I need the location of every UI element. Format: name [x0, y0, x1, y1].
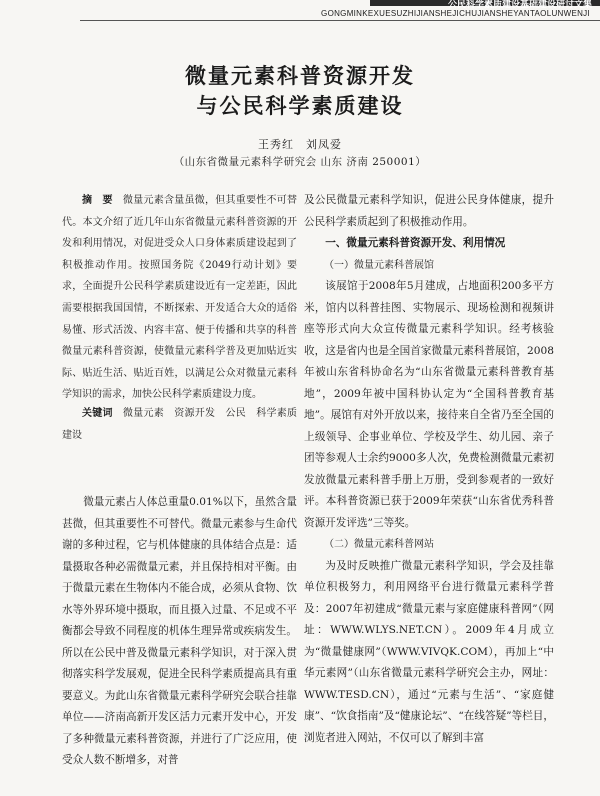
keywords-label: 关键词 — [82, 408, 113, 419]
section1-sub1-text: 该展馆于2008年5月建成，占地面积200多平方米，馆内以科普挂图、实物展示、现场检测和视频讲座等形式向大众宣传微量元素科学知识。经考核验收，这是省内也是全国首家微量元素科普展馆，2008年被山东省科协命名为“山东省微量元素科普教育基地”，2009年被中国科协认定为“全国科普教育基地”。展馆有对外开放以来，接待来自全省乃至全国的上级领导、企事业单位、学校及学生、幼儿园、亲子团等参观人士余约9000多人次，免费检测微量元素初发放微量元素科普手册上万册，受到参观者的一致好评。本科普资源已获于2009年荣获“山东省优秀科普资源开发评选”三等奖。 — [304, 280, 554, 529]
body-paragraph-1: 微量元素占人体总重量0.01%以下，虽然含量甚微，但其重要性不可替代。微量元素参与生命代谢的多种过程，它与机体健康的具体结合点是：适量摄取各种必需微量元素，并且保持相对平衡。由于微量元素在生物体内不能合成，必须从食物、饮水等外界环境中摄取，而且摄入过量、不足或不平衡都会导致不同程度的机体生理异常或疾病发生。所以在公民中普及微量元素科学知识，对于深入贯彻落实科学发展观，促进全民科学素质提高具有重要意义。为此山东省微量元素科学研究会联合挂靠单位——济南高新开发区活力元素开发中心，开发了多种微量元素科普资源，并进行了广泛应用，使受众人数不断增多，对普 — [62, 496, 297, 766]
section1-sub2-heading: （二）微量元素科普网站 — [324, 539, 434, 550]
abstract — [62, 190, 297, 406]
keywords-text: 微量元素 资源开发 公民 科学素质 建设 — [62, 408, 307, 441]
paper-title-line2: 与公民科学素质建设 — [196, 93, 404, 118]
section1-heading: 一、微量元素科普资源开发、利用情况 — [325, 237, 506, 249]
journal-title-cn: 公民科学素质建设基础建设研讨文集 — [447, 0, 592, 10]
affiliation: （山东省微量元素科学研究会 山东 济南 250001） — [173, 156, 427, 168]
section1-sub2-text: 为及时反映推广微量元素科学知识，学会及挂靠单位积极努力，利用网络平台进行微量元素科学普及：2007年初建成“微量元素与家庭健康科普网”（网址：WWW.WLYS.NET.CN）。2009年4月成立为“微量健康网”（WWW.VIVQK.COM），再加上“中华元素网”（山东省微量元素科学研究会主办，网址：WWW.TESD.CN），通过“元素与生活”、“家庭健康”、“饮食指南”及“健康论坛”、“在线答疑”等栏目，浏览者进入网站，不仅可以了解到丰富 — [304, 559, 554, 744]
journal-title-en: GONGMINKEXUESUZHIJIANSHEJICHUJIANSHEYANTAOLUNWENJI — [321, 9, 590, 18]
paper-title-line1: 微量元素科普资源开发 — [185, 63, 415, 88]
abstract-text: 微量元素含量虽微，但其重要性不可替代。本文介绍了近几年山东省微量元素科普资源的开发和利用情况，对促进受众人口身体素质建设起到了积极推动作用。按照国务院《2049行动计划》要求，全面提升公民科学素质建设近有一定差距，因此需要根据我国国情，不断探索、开发适合大众的适俗易懂、形式活泼、内容丰富、便于传播和共享的科普微量元素科普资源，使微量元素科学普及更加贴近实际、贴近生活、贴近百姓，以满足公众对微量元素科学知识的需求，加快公民科学素质建设力度。 — [62, 195, 297, 401]
section1-sub1-heading: （一）微量元素科普展馆 — [324, 259, 434, 271]
body-right-column — [304, 190, 554, 749]
body-left-column — [62, 492, 297, 772]
right-intro: 及公民微量元素科学知识，促进公民身体健康，提升公民科学素质起到了积极推动作用。 — [304, 194, 554, 228]
keywords — [62, 403, 307, 446]
authors: 王秀红 刘凤爱 — [258, 138, 342, 151]
abstract-label: 摘 要 — [82, 195, 113, 206]
header-rule — [80, 20, 600, 21]
